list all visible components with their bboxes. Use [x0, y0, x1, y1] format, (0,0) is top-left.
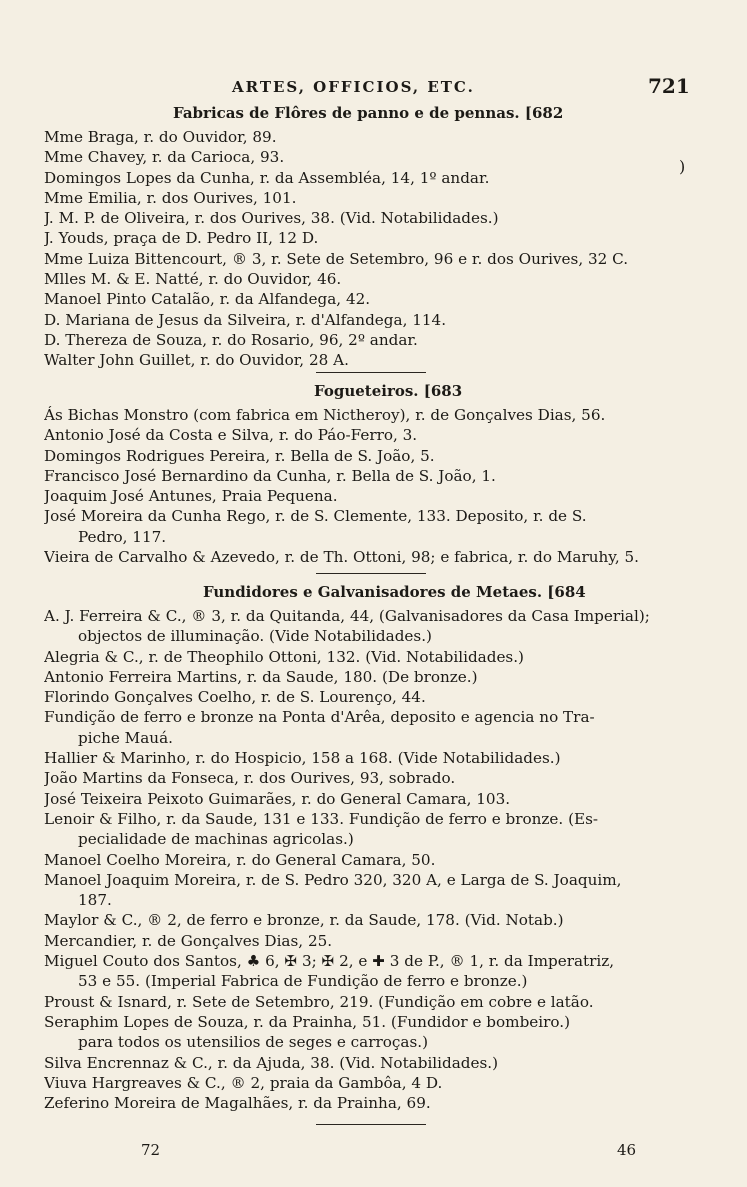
list-item: Maylor & C., ® 2, de ferro e bronze, r. da Saude, 178. (Vid. Notab.) — [44, 911, 564, 930]
list-item-continuation: 187. — [78, 891, 112, 910]
list-item-continuation: Pedro, 117. — [78, 527, 167, 546]
section-divider — [316, 1124, 426, 1125]
section-code: [683 — [423, 382, 463, 400]
list-item: Florindo Gonçalves Coelho, r. de S. Lourenço, 44. — [44, 688, 426, 707]
list-item: Walter John Guillet, r. do Ouvidor, 28 A. — [44, 351, 349, 370]
list-item-continuation: piche Mauá. — [78, 728, 173, 747]
list-item: Antonio Ferreira Martins, r. da Saude, 180. (De bronze.) — [44, 667, 478, 686]
footer-left-number: 72 — [141, 1141, 161, 1159]
section-683-list — [44, 405, 694, 567]
list-item: Mercandier, r. de Gonçalves Dias, 25. — [44, 931, 333, 950]
list-item-continuation: 53 e 55. (Imperial Fabrica de Fundição de ferro e bronze.) — [78, 972, 528, 991]
list-item: Miguel Couto dos Santos, ♣ 6, ✠ 3; ✠ 2, e ✚ 3 de P., ® 1, r. da Imperatriz, — [44, 952, 615, 971]
section-title-684 — [203, 583, 586, 601]
list-item: D. Thereza de Souza, r. do Rosario, 96, 2º andar. — [44, 330, 418, 349]
list-item: A. J. Ferreira & C., ® 3, r. da Quitanda, 44, (Galvanisadores da Casa Imperial); — [44, 607, 650, 625]
list-item: Lenoir & Filho, r. da Saude, 131 e 133. Fundição de ferro e bronze. (Es- — [44, 809, 599, 828]
list-item: Zeferino Moreira de Magalhães, r. da Prainha, 69. — [44, 1094, 431, 1113]
list-item: Manoel Coelho Moreira, r. do General Camara, 50. — [44, 850, 436, 869]
list-item: Proust & Isnard, r. Sete de Setembro, 219. (Fundição em cobre e latão. — [44, 992, 594, 1011]
list-item: José Moreira da Cunha Rego, r. de S. Clemente, 133. Deposito, r. de S. — [44, 507, 587, 526]
list-item: Mme Braga, r. do Ouvidor, 89. — [44, 128, 277, 146]
list-item: João Martins da Fonseca, r. dos Ourives, 93, sobrado. — [44, 769, 456, 788]
margin-mark: ) — [679, 157, 686, 176]
section-code: [684 — [547, 583, 586, 601]
list-item: J. M. P. de Oliveira, r. dos Ourives, 38. (Vid. Notabilidades.) — [44, 209, 499, 228]
section-divider — [316, 573, 426, 574]
section-title-text: Fabricas de Flôres de panno e de pennas. — [173, 104, 520, 122]
section-code: [682 — [524, 104, 564, 122]
running-title: ARTES, OFFICIOS, ETC. — [232, 78, 475, 96]
list-item: Seraphim Lopes de Souza, r. da Prainha, 51. (Fundidor e bombeiro.) — [44, 1012, 571, 1031]
list-item: Vieira de Carvalho & Azevedo, r. de Th. Ottoni, 98; e fabrica, r. do Maruhy, 5. — [44, 548, 639, 567]
footer-right-number: 46 — [617, 1141, 637, 1159]
section-title-text: Fundidores e Galvanisadores de Metaes. — [203, 583, 543, 601]
section-title-683 — [314, 382, 462, 400]
list-item-continuation: para todos os utensilios de seges e carroças.) — [78, 1033, 429, 1052]
list-item: Silva Encrennaz & C., r. da Ajuda, 38. (Vid. Notabilidades.) — [44, 1053, 499, 1072]
list-item: Antonio José da Costa e Silva, r. do Páo-Ferro, 3. — [44, 426, 418, 445]
list-item: Domingos Rodrigues Pereira, r. Bella de S. João, 5. — [44, 446, 435, 465]
list-item: D. Mariana de Jesus da Silveira, r. d'Alfandega, 114. — [44, 310, 447, 329]
section-title-682 — [173, 104, 563, 122]
list-item: Francisco José Bernardino da Cunha, r. Bella de S. João, 1. — [44, 466, 496, 485]
section-title-text: Fogueteiros. — [314, 382, 419, 400]
page-number: 721 — [648, 74, 690, 98]
list-item-continuation: pecialidade de machinas agricolas.) — [78, 830, 354, 849]
section-divider — [316, 372, 426, 373]
list-item: José Teixeira Peixoto Guimarães, r. do General Camara, 103. — [44, 789, 511, 808]
list-item: Manoel Joaquim Moreira, r. de S. Pedro 320, 320 A, e Larga de S. Joaquim, — [44, 870, 622, 889]
list-item: Joaquim José Antunes, Praia Pequena. — [44, 487, 338, 506]
list-item: Mme Chavey, r. da Carioca, 93. — [44, 148, 285, 167]
list-item: Mme Emilia, r. dos Ourives, 101. — [44, 188, 297, 207]
list-item: Mlles M. & E. Natté, r. do Ouvidor, 46. — [44, 270, 342, 289]
list-item: Alegria & C., r. de Theophilo Ottoni, 132. (Vid. Notabilidades.) — [44, 647, 524, 666]
section-682-list — [44, 127, 694, 371]
list-item-continuation: objectos de illuminação. (Vide Notabilidades.) — [78, 627, 432, 646]
list-item: Fundição de ferro e bronze na Ponta d'Arêa, deposito e agencia no Tra- — [44, 708, 595, 727]
list-item: Hallier & Marinho, r. do Hospicio, 158 a 168. (Vide Notabilidades.) — [44, 749, 561, 768]
list-item: Manoel Pinto Catalão, r. da Alfandega, 42. — [44, 290, 371, 309]
list-item: Mme Luiza Bittencourt, ® 3, r. Sete de Setembro, 96 e r. dos Ourives, 32 C. — [44, 249, 629, 268]
list-item: Viuva Hargreaves & C., ® 2, praia da Gambôa, 4 D. — [44, 1073, 443, 1092]
list-item: Domingos Lopes da Cunha, r. da Assembléa, 14, 1º andar. — [44, 168, 490, 187]
list-item: J. Youds, praça de D. Pedro II, 12 D. — [44, 229, 319, 248]
section-684-list — [44, 606, 694, 1113]
list-item: Ás Bichas Monstro (com fabrica em Nictheroy), r. de Gonçalves Dias, 56. — [44, 406, 606, 424]
